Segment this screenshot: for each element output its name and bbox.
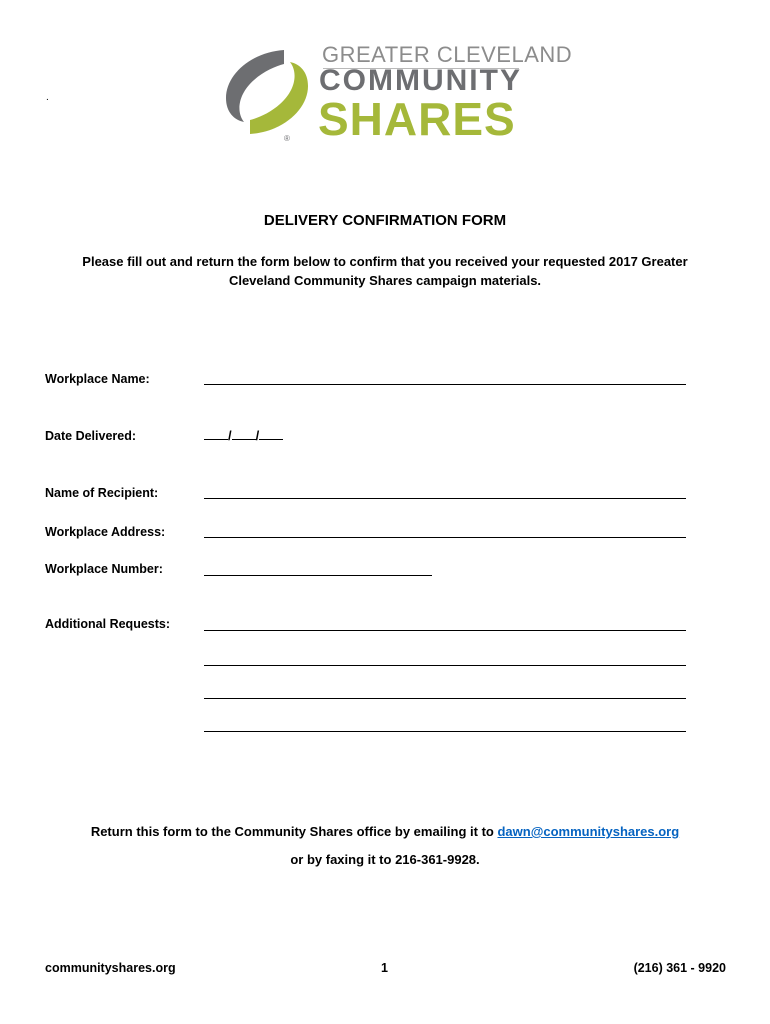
- workplace-name-label: Workplace Name:: [45, 372, 150, 386]
- date-separator: /: [228, 428, 232, 443]
- date-delivered-field[interactable]: [204, 428, 283, 443]
- workplace-address-field[interactable]: [204, 525, 686, 538]
- footer-website: communityshares.org: [45, 961, 176, 975]
- logo-greater-cleveland: GREATER CLEVELAND: [322, 42, 573, 67]
- logo-shares: SHARES: [318, 93, 516, 145]
- stray-mark: .: [46, 92, 49, 103]
- fax-instructions: or by faxing it to 216-361-9928.: [290, 852, 480, 867]
- workplace-number-field[interactable]: [204, 563, 432, 576]
- additional-requests-line-2[interactable]: [204, 653, 686, 666]
- date-delivered-label: Date Delivered:: [45, 429, 137, 443]
- date-month-blank[interactable]: [204, 429, 228, 440]
- date-year-blank[interactable]: [259, 429, 283, 440]
- email-link[interactable]: dawn@communityshares.org: [497, 824, 680, 839]
- logo-community: COMMUNITY: [319, 64, 522, 97]
- additional-requests-line-1[interactable]: [204, 618, 686, 631]
- footer-page-number: 1: [381, 961, 388, 975]
- registered-mark: ®: [284, 134, 290, 143]
- additional-requests-line-4[interactable]: [204, 719, 686, 732]
- additional-requests-label: Additional Requests:: [45, 617, 171, 631]
- date-separator: /: [255, 428, 260, 443]
- workplace-number-label: Workplace Number:: [45, 562, 163, 576]
- return-instructions: [0, 824, 770, 839]
- community-shares-logo: [222, 40, 573, 152]
- recipient-name-label: Name of Recipient:: [45, 486, 159, 500]
- return-text: Return this form to the Community Shares office by emailing it to: [90, 824, 498, 839]
- form-intro: Please fill out and return the form below to confirm that you received your requested 2017 Greater Cleveland Community Shares campaign materials.: [82, 254, 688, 288]
- additional-requests-line-3[interactable]: [204, 686, 686, 699]
- recipient-name-field[interactable]: [204, 486, 686, 499]
- form-title: DELIVERY CONFIRMATION FORM: [263, 212, 507, 229]
- workplace-name-field[interactable]: [204, 372, 686, 385]
- logo-swoosh-icon: [222, 46, 312, 138]
- date-day-blank[interactable]: [232, 429, 256, 440]
- footer-phone: (216) 361 - 9920: [633, 961, 726, 975]
- workplace-address-label: Workplace Address:: [45, 525, 166, 539]
